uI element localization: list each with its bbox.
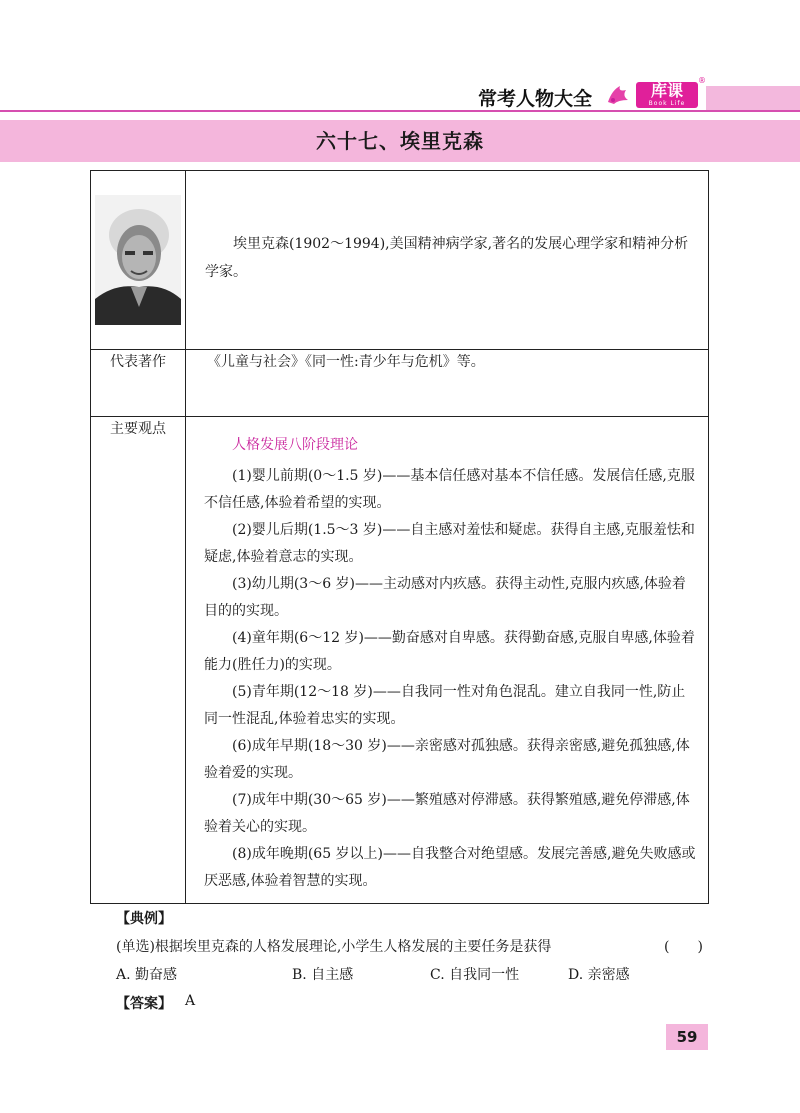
stage-item: (3)幼儿期(3～6 岁)——主动感对内疚感。获得主动性,克服内疚感,体验着目的的实现。 [204,576,686,619]
logo-text: 库课 [650,81,683,100]
logo-subtext: Book Life [648,100,686,107]
question-text: (单选)根据埃里克森的人格发展理论,小学生人格发展的主要任务是获得 [116,939,552,955]
page-number: 59 [666,1024,708,1050]
header-divider [0,110,800,112]
viewpoints-cell [186,417,709,904]
profile-row [91,171,709,350]
works-cell [186,350,709,417]
portrait-image [95,195,181,325]
option-a: A. 勤奋感 [116,967,178,983]
book-title: 常考人物大全 [478,88,593,110]
answer-heading: 【答案】 [116,996,172,1012]
section-title: 六十七、埃里克森 [0,120,800,162]
stage-item: (6)成年早期(18～30 岁)——亲密感对孤独感。获得亲密感,避免孤独感,体验着爱的实现。 [204,738,690,781]
option-d: D. 亲密感 [568,967,630,983]
brand-logo [636,82,698,108]
viewpoints-row [91,417,709,904]
stage-item: (4)童年期(6～12 岁)——勤奋感对自卑感。获得勤奋感,克服自卑感,体验着能力(胜任力)的实现。 [204,630,695,673]
answer-value: A [185,993,196,1009]
works-text: 《儿童与社会》《同一性:青少年与危机》等。 [207,354,485,370]
stage-item: (2)婴儿后期(1.5～3 岁)——自主感对羞怯和疑虑。获得自主感,克服羞怯和疑虑,体验着意志的实现。 [204,522,695,565]
logo-bird-icon [604,80,632,108]
portrait-cell [91,171,186,350]
profile-table [90,170,709,904]
intro-text: 埃里克森(1902～1994),美国精神病学家,著名的发展心理学家和精神分析学家。 [205,236,689,280]
theory-title: 人格发展八阶段理论 [232,437,358,453]
stage-item: (5)青年期(12～18 岁)——自我同一性对角色混乱。建立自我同一性,防止同一性混乱,体验着忠实的实现。 [204,684,686,727]
registered-mark: ® [698,76,706,85]
option-c: C. 自我同一性 [430,967,520,983]
stage-item: (8)成年晚期(65 岁以上)——自我整合对绝望感。发展完善感,避免失败感或厌恶感,体验着智慧的实现。 [204,846,696,889]
stage-item: (1)婴儿前期(0～1.5 岁)——基本信任感对基本不信任感。发展信任感,克服不信任感,体验着希望的实现。 [204,468,695,511]
intro-cell [186,171,709,350]
answer-blank: ( ) [664,939,703,955]
option-b: B. 自主感 [292,967,354,983]
header-tab-decoration [706,86,800,110]
viewpoints-label: 主要观点 [91,417,186,904]
works-label: 代表著作 [91,350,186,417]
stage-item: (7)成年中期(30～65 岁)——繁殖感对停滞感。获得繁殖感,避免停滞感,体验着关心的实现。 [204,792,690,835]
example-heading: 【典例】 [116,911,172,927]
works-row [91,350,709,417]
